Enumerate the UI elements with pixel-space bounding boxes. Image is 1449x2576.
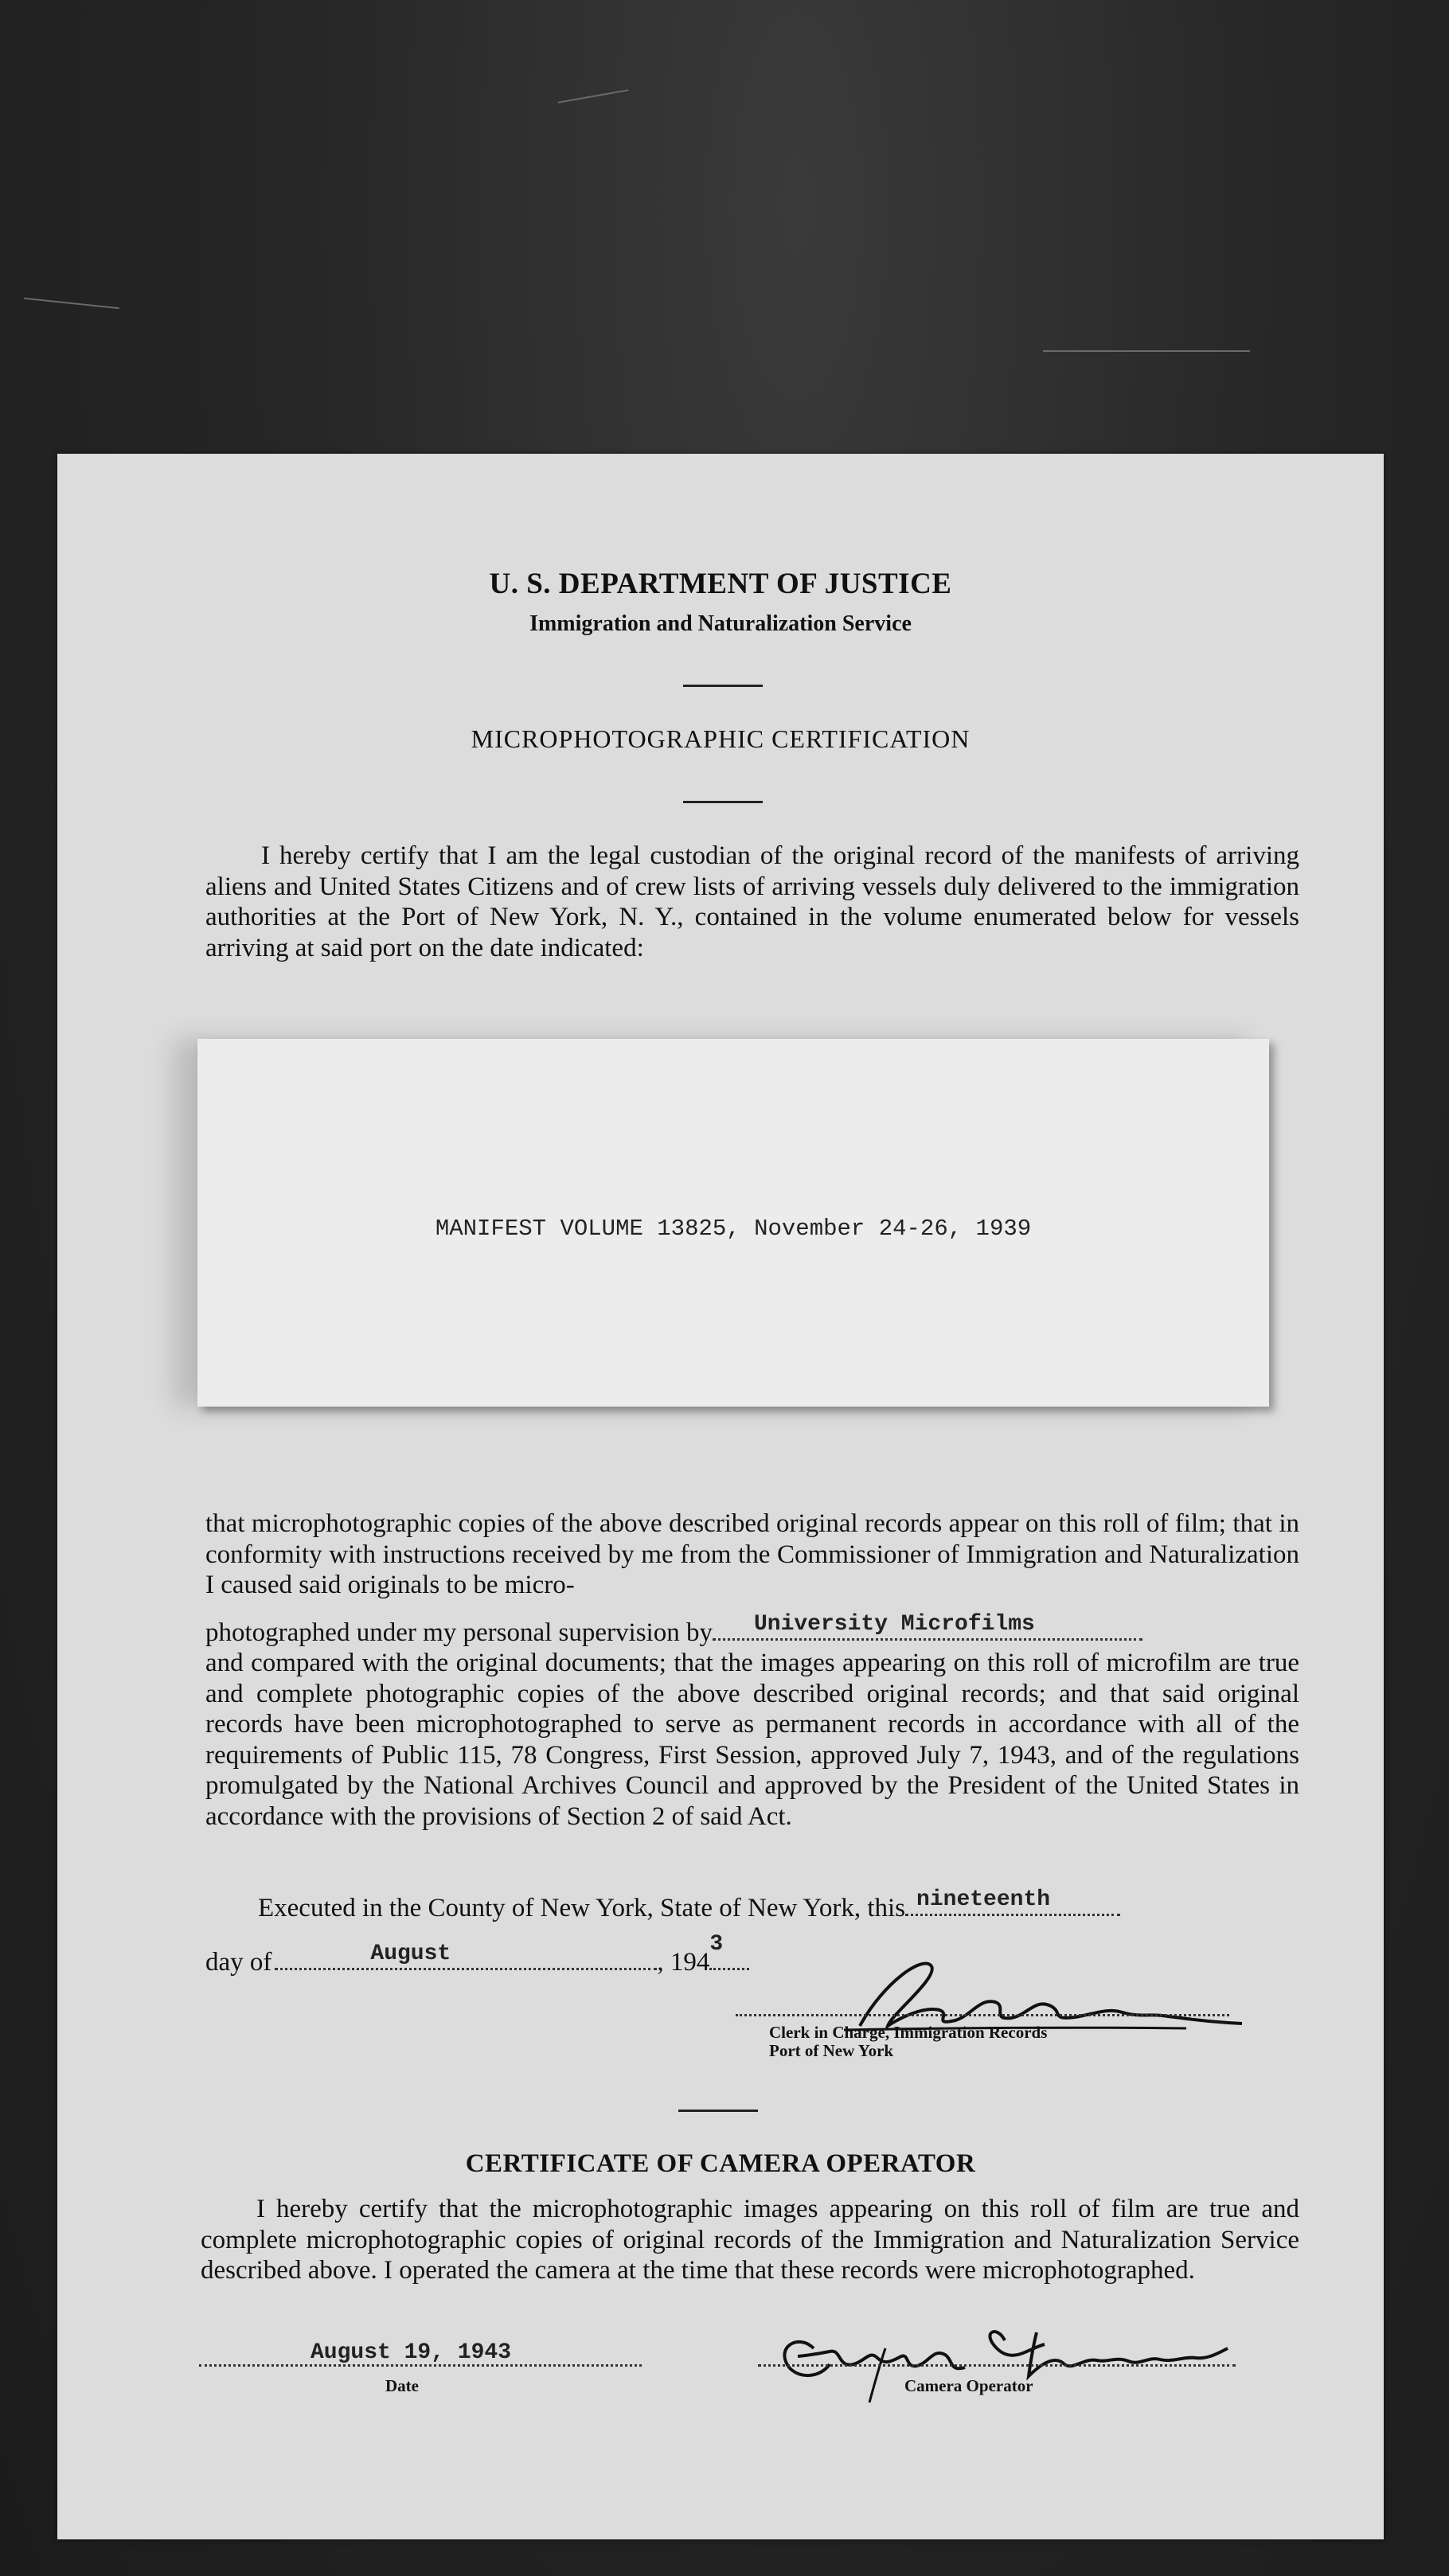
department-heading: U. S. DEPARTMENT OF JUSTICE: [489, 568, 952, 600]
execution-line: [258, 1887, 1120, 1923]
intro-paragraph: [205, 841, 1299, 963]
supervisor-field: [713, 1612, 1142, 1641]
body-text-part1: that microphotographic copies of the above described original records appear on this roll of film; that in conformity with instructions received by me from the Commissioner of Immigration and Naturalization I caused said originals to be micro-: [205, 1509, 1299, 1599]
operator-date-value: August 19, 1943: [310, 2340, 512, 2365]
day-value: nineteenth: [916, 1887, 1051, 1912]
manifest-slip: [197, 1039, 1269, 1407]
year-field: [709, 1932, 749, 1970]
clerk-caption-line2: Port of New York: [769, 2041, 894, 2060]
clerk-caption: [769, 2024, 1047, 2060]
certificate-page: [57, 454, 1384, 2539]
clerk-signature-line: [736, 2014, 1229, 2016]
divider-rule: [678, 2110, 758, 2112]
month-field: [275, 1942, 657, 1970]
intro-text: I hereby certify that I am the legal custodian of the original record of the manifests of arriving aliens and United States Citizens and of crew lists of arriving vessels duly delivered to the immigration authorities at the Port of New York, N. Y., contained in the volume enumerated below for vessels arriving at said port on the date indicated:: [205, 841, 1299, 962]
camera-operator-label: Camera Operator: [904, 2376, 1033, 2395]
manifest-volume-text: MANIFEST VOLUME 13825, November 24-26, 1939: [435, 1216, 1032, 1242]
divider-rule: [683, 801, 763, 803]
camera-operator-text: I hereby certify that the microphotographic images appearing on this roll of film are true and complete microphotographic copies of original records of the Immigration and Naturalization Service described above. I operated the camera at the time that these records were microphotographed.: [201, 2195, 1299, 2285]
body-paragraph-part3: [205, 1648, 1299, 1832]
service-subheading: Immigration and Naturalization Service: [529, 611, 912, 636]
supervision-prefix: photographed under my personal supervision by: [205, 1618, 713, 1647]
year-prefix: 194: [670, 1948, 710, 1977]
clerk-caption-line1: Clerk in Charge, Immigration Records: [769, 2023, 1048, 2042]
date-label: Date: [385, 2376, 419, 2395]
camera-operator-paragraph: [201, 2194, 1299, 2286]
operator-signature-line: [758, 2364, 1236, 2367]
film-scratch: [24, 298, 119, 310]
body-paragraph-part1: [205, 1509, 1299, 1601]
execution-text: Executed in the County of New York, State of New York, this: [258, 1894, 906, 1922]
day-field: [905, 1887, 1120, 1916]
supervisor-value: University Microfilms: [753, 1612, 1035, 1637]
divider-rule: [683, 685, 763, 687]
year-suffix: 3: [709, 1932, 724, 1957]
film-scratch: [1043, 350, 1250, 352]
day-of-label: day of: [205, 1948, 272, 1977]
certification-title: MICROPHOTOGRAPHIC CERTIFICATION: [471, 724, 971, 753]
supervision-line: [205, 1612, 1142, 1648]
body-text-part3: and compared with the original documents; that the images appearing on this roll of microfilm are true and complete photographic copies of the above described original records; and that said original records have been microphotographed to serve as permanent records in accordance with all of the requirements of Public 115, 78 Congress, First Session, approved July 7, 1943, and of the regulations promulgated by the National Archives Council and approved by the President of the United States in accordance with the provisions of Section 2 of said Act.: [205, 1649, 1299, 1831]
date-line: day of August , 194 3: [205, 1947, 749, 1977]
month-value: August: [370, 1942, 451, 1966]
camera-operator-title: CERTIFICATE OF CAMERA OPERATOR: [465, 2149, 976, 2178]
film-scratch: [558, 89, 629, 103]
